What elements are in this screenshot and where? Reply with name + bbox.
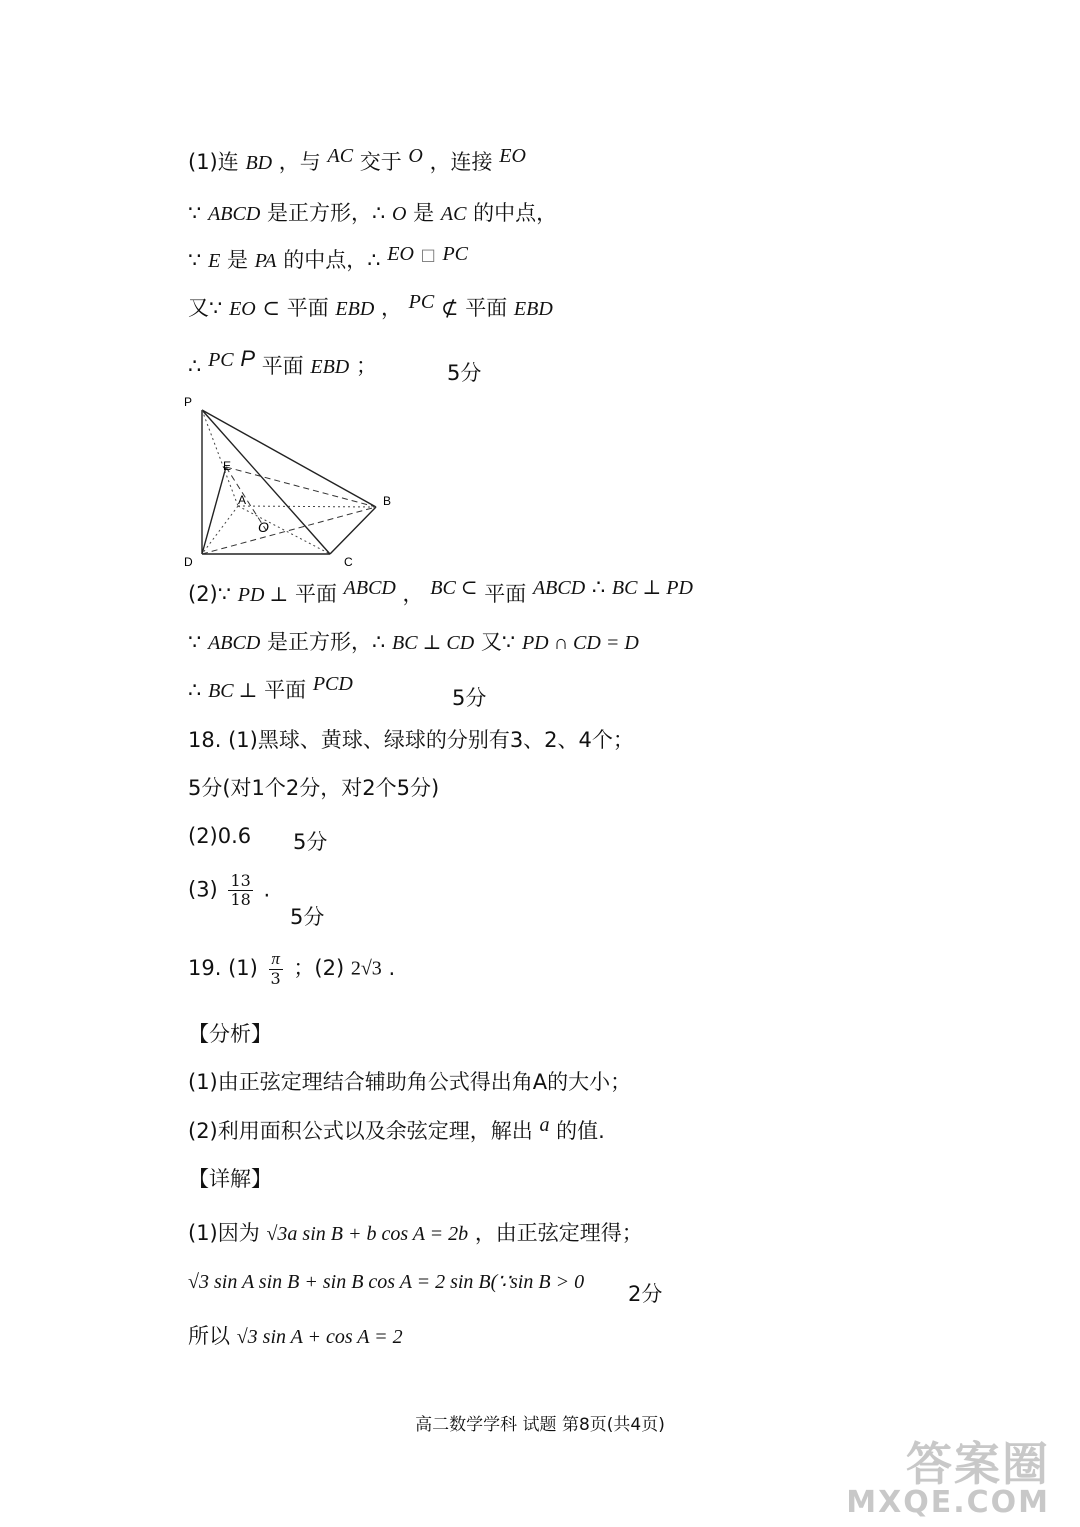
score: 5分 bbox=[447, 361, 482, 385]
analysis-heading: 【分析】 bbox=[188, 1022, 272, 1046]
score: 5分 bbox=[293, 830, 328, 854]
math-symbol: ⊄ bbox=[440, 296, 459, 320]
text: ， bbox=[380, 296, 402, 320]
math: EBD bbox=[310, 356, 350, 378]
math: O bbox=[392, 203, 407, 225]
edge-AD bbox=[202, 506, 238, 554]
math: PCD bbox=[312, 673, 353, 695]
math: O bbox=[408, 145, 423, 167]
text: (2)利用面积公式以及余弦定理，解出 bbox=[188, 1119, 533, 1143]
text: 又∵ bbox=[480, 630, 516, 654]
label-E: E bbox=[223, 459, 232, 473]
math: BC ⊂ bbox=[430, 577, 478, 599]
math: ABCD bbox=[208, 632, 261, 654]
math: BC ⊥ PD bbox=[611, 577, 693, 599]
text: (3) bbox=[188, 877, 218, 902]
text: 19. (1) bbox=[188, 956, 258, 981]
numerator: 13 bbox=[230, 871, 251, 890]
edge-EB bbox=[226, 467, 376, 507]
text: 是 bbox=[226, 248, 248, 272]
text: ，由正弦定理得； bbox=[474, 1221, 643, 1245]
math: ABCD bbox=[208, 203, 261, 225]
q18-line4 bbox=[188, 872, 270, 908]
text: . bbox=[263, 877, 271, 902]
numerator: π bbox=[269, 950, 283, 970]
detail-heading: 【详解】 bbox=[188, 1167, 272, 1191]
q18-line1: 18. (1)黑球、黄球、绿球的分别有3、2、4个； bbox=[188, 728, 634, 752]
text: 的值. bbox=[556, 1119, 605, 1143]
analysis-line1: (1)由正弦定理结合辅助角公式得出角A的大小； bbox=[188, 1070, 632, 1094]
text: ，连接 bbox=[429, 150, 493, 174]
part1-line3 bbox=[188, 243, 468, 272]
label-D: D bbox=[184, 555, 193, 568]
math: EBD bbox=[513, 298, 553, 320]
text: 又∵ bbox=[188, 296, 223, 320]
text: 是正方形，∴ bbox=[266, 630, 386, 654]
edge-AB bbox=[238, 506, 376, 507]
part2-line3 bbox=[188, 673, 353, 702]
detail-line2 bbox=[188, 1271, 584, 1292]
part1-line2 bbox=[188, 203, 557, 224]
fraction bbox=[269, 950, 283, 987]
text: (1)因为 bbox=[188, 1221, 260, 1245]
text: ∴ bbox=[188, 678, 202, 702]
label-A: A bbox=[238, 493, 247, 507]
math: BD bbox=[245, 152, 273, 174]
text: 是正方形，∴ bbox=[266, 201, 386, 225]
edge-CB bbox=[330, 507, 376, 554]
text: 平面 bbox=[465, 296, 508, 320]
score: 5分 bbox=[290, 905, 325, 929]
score: 5分 bbox=[452, 686, 487, 710]
edge-DB bbox=[202, 507, 376, 554]
math: EO bbox=[499, 145, 526, 167]
math: EO bbox=[229, 298, 256, 320]
text: ∵ bbox=[188, 630, 202, 654]
math: PC bbox=[442, 243, 468, 265]
math: BC ⊥ bbox=[208, 680, 258, 702]
text: 平面 bbox=[294, 582, 337, 606]
math: ABCD bbox=[532, 577, 586, 599]
math-symbol: ⊂ bbox=[262, 296, 281, 320]
part2-line1 bbox=[188, 575, 693, 606]
math: 2√3 bbox=[350, 957, 382, 980]
analysis-line2 bbox=[188, 1114, 605, 1143]
math: PD ∩ CD = D bbox=[521, 632, 639, 654]
text: 平面 bbox=[286, 296, 329, 320]
edge-PA bbox=[202, 410, 238, 506]
text: 的中点， bbox=[473, 201, 558, 225]
score: 2分 bbox=[628, 1282, 663, 1306]
text: (2)∵ bbox=[188, 582, 232, 606]
geometry-figure bbox=[180, 392, 400, 568]
parallel-symbol: P bbox=[240, 346, 255, 371]
detail-line3 bbox=[188, 1326, 403, 1347]
math: E bbox=[208, 250, 221, 272]
math: √3 sin A + cos A = 2 bbox=[236, 1326, 403, 1348]
label-B: B bbox=[383, 494, 392, 508]
q19-line1 bbox=[188, 950, 395, 987]
text: 平面 bbox=[261, 354, 304, 378]
edge-ED bbox=[202, 467, 226, 554]
missing-glyph: □ bbox=[420, 245, 436, 264]
text: 是 bbox=[413, 201, 435, 225]
text: . bbox=[388, 956, 396, 981]
math: EO bbox=[387, 243, 414, 265]
math: √3a sin B + b cos A = 2b bbox=[266, 1223, 469, 1245]
watermark-url: MXQE.COM bbox=[846, 1485, 1050, 1520]
math: AC bbox=[327, 145, 354, 167]
denominator: 18 bbox=[230, 889, 251, 909]
page-footer: 高二数学学科 试题 第8页(共4页) bbox=[415, 1415, 665, 1435]
text: 交于 bbox=[359, 150, 402, 174]
text: ；(2) bbox=[293, 956, 345, 981]
math: PD ⊥ bbox=[237, 584, 289, 606]
text: (1)连 bbox=[188, 150, 239, 174]
label-P: P bbox=[184, 395, 193, 409]
text: ∵ bbox=[188, 201, 202, 225]
q18-line3: (2)0.6 bbox=[188, 824, 252, 848]
text: 所以 bbox=[188, 1324, 230, 1348]
part2-line2 bbox=[188, 632, 639, 653]
fraction bbox=[228, 872, 252, 908]
text: 的中点，∴ bbox=[283, 248, 381, 272]
q18-line2: 5分(对1个2分，对2个5分) bbox=[188, 776, 440, 800]
text: 平面 bbox=[484, 582, 527, 606]
part1-line5 bbox=[188, 346, 377, 378]
text: ∵ bbox=[188, 248, 202, 272]
math: √3 sin A sin B + sin B cos A = 2 sin B(∵sin B > 0 bbox=[188, 1271, 585, 1293]
math: PA bbox=[254, 250, 277, 272]
math: BC ⊥ CD bbox=[392, 632, 475, 654]
label-C: C bbox=[344, 555, 353, 568]
watermark-logo: 答案圈 bbox=[906, 1437, 1050, 1491]
math: EBD bbox=[335, 298, 375, 320]
edge-AC bbox=[238, 506, 330, 554]
math: PC bbox=[408, 291, 435, 313]
denominator: 3 bbox=[270, 968, 281, 988]
part1-line1 bbox=[188, 145, 526, 174]
detail-line1 bbox=[188, 1223, 643, 1244]
math: PC bbox=[208, 349, 234, 371]
text: ，与 bbox=[278, 150, 321, 174]
text: ∴ bbox=[188, 354, 202, 378]
label-O: O bbox=[258, 519, 269, 535]
text: ； bbox=[355, 354, 377, 378]
part1-line4 bbox=[188, 291, 553, 320]
math-symbol: ∴ bbox=[591, 575, 606, 599]
text: 平面 bbox=[264, 678, 307, 702]
math: AC bbox=[440, 203, 467, 225]
text: ， bbox=[402, 582, 424, 606]
math: a bbox=[539, 1114, 550, 1136]
math: ABCD bbox=[343, 577, 396, 599]
